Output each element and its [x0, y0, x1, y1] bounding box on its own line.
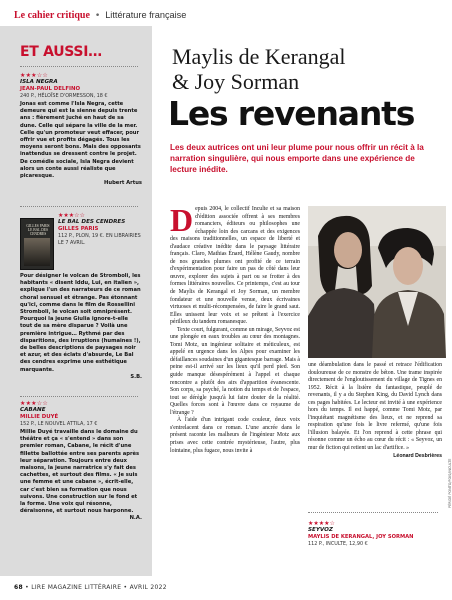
section-name: Le cahier critique [14, 10, 90, 21]
article-column-2 [308, 362, 442, 460]
sidebar-divider [20, 206, 138, 207]
book-author: MILLIE DUYÉ [20, 414, 59, 420]
issue-date: AVRIL 2022 [129, 584, 167, 591]
footer-separator: • [25, 584, 32, 591]
article-title: Les revenants [168, 94, 415, 133]
book-author: MAYLIS DE KERANGAL, JOY SORMAN [308, 534, 414, 540]
rating-stars: ★★★☆☆ [20, 400, 48, 407]
paragraph-text: epuis 2004, le collectif Inculte et sa maison d'édition associée offrent à ses membres romanciers, éditeurs ou philosophes une échappée loin des carcans et des exigences des maisons traditionnelles, un espace de liberté et d'audace créative inédite dans le paysage littéraire français. Claro, Mathias Énard, Hélène Gaudy, nombre de nos grandes plumes ont profité de ce terrain d'expérimentation pour faire un pas de côté dans leur œuvre, explorer des sujets à part ou se frotter à des formes littéraires nouvelles. Ce printemps, c'est au tour de Maylis de Kerangal et Joy Sorman, un membre fondateur et une nouvelle venue, deux écrivaines virtuoses et multi-récompensées, de faire le grand saut. Elles unissent leur voix et se prêtent à l'exercice périlleux du tandem romanesque. [170, 206, 300, 326]
subsection-name: Littérature française [105, 10, 187, 20]
book-author: JEAN-PAUL DELFINO [20, 86, 81, 92]
book-publisher: 112 P., PLON, 19 €. EN LIBRAIRIES LE 7 AVRIL. [58, 233, 141, 246]
authors-line-1: Maylis de Kerangal [172, 44, 346, 69]
page-footer [0, 576, 452, 600]
page-number: 68 [14, 584, 23, 591]
authors-photo-image [308, 206, 446, 358]
rating-stars: ★★★☆☆ [58, 212, 85, 219]
review-signature: S.B. [130, 373, 142, 380]
review-signature: Hubert Artus [104, 180, 142, 187]
review-text: Millie Duyé travaille dans le domaine du théâtre et ça « s'entend » dans son premier roman, Cabane, le récit d'une fillette ballottée entre ses parents après leur séparation. Toujours entre deux maisons, la jeune narratrice s'y fait des cachettes, et surtout des films. « Je suis une femme et une cabane », écrit-elle, car c'est bien sa formation que nous suivons. Une construction sur le fond et la forme. Une voix qui résonne, déraisonne, et surtout nous harponne. [20, 429, 140, 515]
cover-title: GILLES PARIS LE BAL DES CENDRES [26, 224, 50, 237]
book-cover-image [20, 218, 54, 270]
sidebar-review-3 [20, 400, 142, 523]
footer-line [14, 584, 167, 591]
book-title: CABANE [20, 407, 46, 413]
sidebar-review-1 [20, 72, 142, 187]
paragraph: Texte court, fulgurant, comme un mirage, Seyvoz est une plongée en eaux troubles au cœur des montagnes. Tomi Motz, un ingénieur solitaire et méticuleux, est appelé en urgence dans les Alpes pour examiner les défaillances soudaines d'un gigantesque barrage. Mais à peine est-il arrivé sur les lieux qu'il perd pied. Son guide manque désespérément à l'appel et chaque rencontre a plutôt des airs d'apparition évanescente. Son corps, sa psyché, la notion du temps et de l'espace, tout se dérègle jusqu'à lui faire douter de la réalité. Quelles forces sont à l'œuvre dans ce royaume de l'étrange ? [170, 326, 300, 416]
book-title: ISLA NEGRA [20, 79, 58, 85]
article-column-1 [170, 202, 300, 455]
book-title: LE BAL DES CENDRES [58, 219, 126, 225]
sidebar-review-2-header [58, 212, 142, 247]
book-publisher: 240 P., HÉLOÏSE D'ORMESSON, 18 € [20, 93, 108, 99]
magazine-name: LIRE MAGAZINE LITTÉRAIRE [31, 584, 122, 591]
paragraph: À l'aide d'un intrigant code couleur, deux voix s'entrelacent dans ce roman. L'une ancrée dans le présent raconte les malheurs de l'ingénieur Motz aux prises avec cette contrée mystérieuse, l'autre, plus lointaine, plus fugace, nous invite à [170, 417, 300, 454]
section-separator: • [94, 10, 101, 21]
book-author: GILLES PARIS [58, 226, 99, 232]
article-signature: Léonard Desbrières [393, 452, 442, 459]
authors-photo [308, 206, 446, 358]
paragraph: une déambulation dans le passé et retrace l'édification douloureuse de ce monstre de béton. Une trame inspirée directement de l'engloutissement du village de Tignes en 1952. Récit à la lisière du fantastique, peuplé de revenants, il y a du Stephen King, du David Lynch dans ces pages habitées. Le lecteur est invité à une expérience hors du temps. Il est happé, comme Tomi Motz, par l'inquiétant magnétisme des lieux, et ne reprend sa respiration qu'une fois le livre refermé, qu'une fois l'illusion balayée. Et l'on reprend à cette phrase qui résonne comme un écho au cœur du récit : « Seyvoz, un mur de fiction qui retient un lac d'artifice. » [308, 362, 442, 452]
rating-stars: ★★★★☆ [308, 520, 335, 527]
book-publisher: 152 P., LE NOUVEL ATTILA, 17 € [20, 421, 98, 427]
book-title: SEYVOZ [308, 527, 333, 533]
photo-credit: PÉRIDÉ PONTO/FOIS/INCULTE [448, 458, 452, 508]
drop-cap: D [170, 202, 194, 238]
article-review-box [308, 520, 438, 548]
sidebar-divider [20, 66, 138, 67]
rating-stars: ★★★☆☆ [20, 72, 48, 79]
sidebar-review-2 [20, 272, 142, 381]
paragraph [170, 202, 300, 327]
book-publisher: 112 P., INCULTE, 12,90 € [308, 541, 368, 547]
cover-photo [24, 238, 50, 266]
section-heading [14, 10, 186, 21]
sidebar-title: ET AUSSI… [20, 44, 102, 60]
review-text: Jonas est comme l'Isla Negra, cette demeure qui est la sienne depuis trente ans : fièrement juché en haut de sa dune. Celle qui sépare la ville de la mer. Celle qu'un promoteur veut effacer, pour offrir vue et profits dégagés. Tous les moyens seront bons. Mais des opposants inattendus se dressent contre le projet. De comédie sociale, Isla Negra devient alors un conte aussi réaliste que picaresque. [20, 101, 141, 180]
sidebar-divider [20, 396, 138, 397]
footer-separator: • [123, 584, 130, 591]
review-signature: N.A. [129, 515, 142, 522]
authors-line-2: & Joy Sorman [172, 69, 300, 94]
article-authors [172, 44, 346, 94]
review-text: Pour désigner le volcan de Stromboli, les habitants « disent Iddu, Lui, en italien », explique l'un des narrateurs de ce roman choral sensuel et étrange. Pas étonnant qu'ici, comme dans le film de Rossellini Stromboli, le volcan soit omniprésent. Pourquoi la jeune Giulia ignore-t-elle tout de sa mère disparue ? Voilà une première intrigue… Rythmé par des disparitions, des irruptions (humaines !), de belles descriptions de paysages noir et azur, et des éclats d'absurde, Le Bal des cendres exprime une esthétique marquante. [20, 273, 141, 373]
article-divider [308, 512, 438, 513]
page-header [0, 0, 452, 26]
article-lead: Les deux autrices ont uni leur plume pour nous offrir un récit à la narration singulière, qui nous emporte dans une expérience de lecture inédite. [170, 143, 424, 175]
